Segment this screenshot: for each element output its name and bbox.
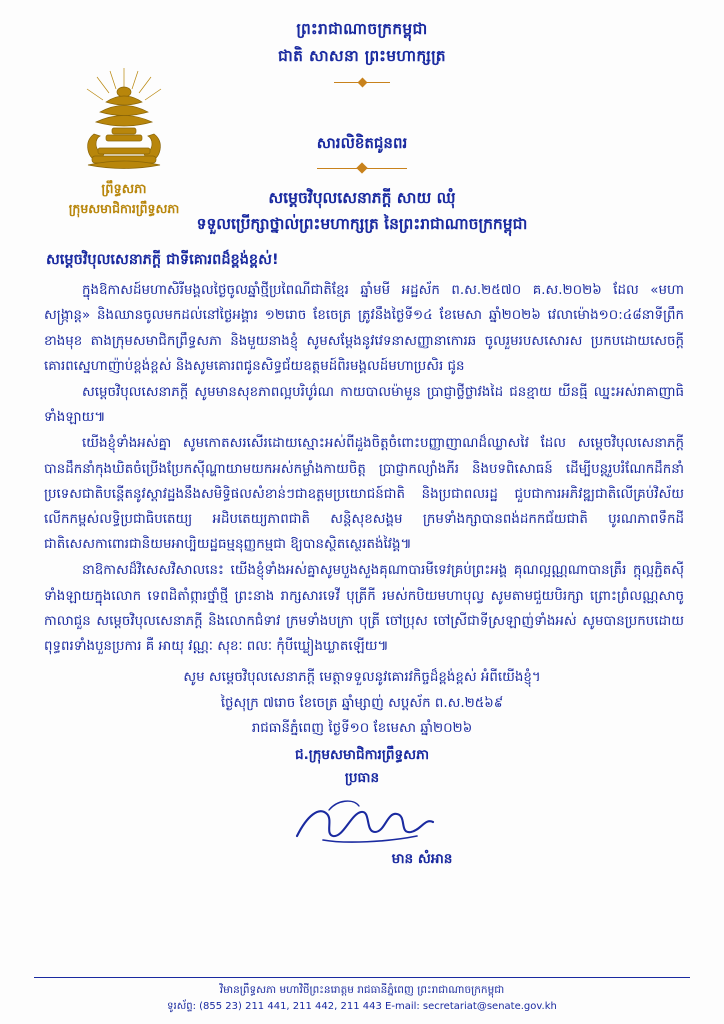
royal-emblem-icon — [72, 62, 176, 178]
footer-divider — [34, 977, 690, 978]
closing-date-place: រាជធានីភ្នំពេញ ថ្ងៃទី១០ ខែមេសា ឆ្នាំ២០២៦ — [251, 721, 473, 737]
document-footer — [34, 977, 690, 1014]
paragraph-1: ក្នុងឱកាសដ៍មហាសិរីមង្គលថ្ងៃចូលឆ្នាំថ្មីប្រពៃណីជាតិខ្មែរ ឆ្នាំមមី អដ្ឋស័ក ព.ស.២៥៧០ គ.ស.២០២៦ ដែល «មហាសង្រ្កាន្ត» និងឈានចូលមកដល់នៅថ្ងៃអង្គារ ១២រោច ខែចេត្រ ត្រូវនឹងថ្ងៃទី១៤ ខែមេសា ឆ្នាំ២០២៦ វេលាម៉ោង១០:៤៨នាទីព្រឹក ខាងមុខ តាងក្រុមសមាជិកព្រឹទ្ធសភា និងមួយនាងខ្ញុំ សូមសម្ដែងនូវវេទនាសញ្ញានាកោរឆ ចូលរួមរបសសោរស ប្រកបដោយសេចក្ដីគោរពស្នេហាញ៉ាប់ខ្ពង់ខ្ពស់ និងសូមគោរពជូនសិទ្ធជ័យឧត្ដមដ៍ពិរមង្គលដ៍មហាប្រសិរ ជូន — [44, 283, 684, 374]
signing-role: ប្រធាន — [344, 769, 380, 786]
kingdom-line-2: ជាតិ សាសនា ព្រះមហាក្សត្រ — [278, 47, 446, 66]
paragraph-3: យើងខ្ញុំទាំងអស់គ្នា សូមកោតសរសើរដោយស្មោះអស់ពីដួងចិត្តចំពោះបញ្ញាញាណដ៏ឈ្លាសវៃ ដែល សម្ដេចវិបុលសេនាភក្ដី បានដឹកនាំកុងឃិតចំប្រើងប្រែកស៊ីណ្ហាយាមយកអស់កម្លាំងកាយចិត្ត ប្រាជ្ញាកល្យាំងភីរ និងបទពិសោធន៍ ដើម្បីបន្ដរួបរំណែកដឹកនាំប្រទេសជាតិបន្ដើតនូវស្ដាវដ្ឋងនឹងសមិទ្ធិផលសំខាន់ៗជាឧត្ដមប្រយោជន៍ជាតិ និងប្រជាពលរដ្ឋ ជួបជាការអភិវឌ្ឍជាតិលើគ្រប់វិស័យ លើកកម្ពស់លទ្ធិប្រជាធិបតេយ្យ អដិបតេយ្យភាពជាតិ សន្ដិសុខសង្គម ក្រមទាំងក្សាបានពង់ដកកជ័យជាតិ បូរណភាពទឹកដីជាតិសេសកាពោរជានិយមអាប្បិយដ្ឋធម្មនុញ្ញកម្មជា ឱ្យបានស្ថិតស្ថេរតង់វៃង្គ៕ — [44, 436, 684, 553]
page-title: សារលិខិតជូនពរ — [316, 133, 408, 152]
addressee-line-1: សម្ដេចវិបុលសេនាភក្ដី សាយ ឈុំ — [268, 188, 456, 207]
addressee-line-2: ទទួលប្រើក្សាថ្នាល់ព្រះមហាក្សត្រ នៃព្រះរាជាណាចក្រកម្ពុជា — [196, 214, 528, 233]
closing-line: សូម សម្ដេចវិបុលសេនាភក្ដី មេត្តាទទួលនូវគោរវកិច្ចដ៏ខ្ពង់ខ្ពស់ អំពីយើងខ្ញុំ។ — [183, 670, 541, 686]
senate-label — [44, 181, 204, 218]
closing-block — [34, 665, 690, 741]
paragraph-4: នាឱកាសដ៏វិសេសវិសាលនេះ យើងខ្ញុំទាំងអស់គ្នាសូមបួងសួងគុណាបារមីទេវគ្រប់ព្រះអង្គ គុណល្អណ្ណណាបានត្រឹរ ក្តុល្អភ្ជិតស៊ីទាំងឡាយក្នុងលោក ទេពដិតាំព្ការថ្នាំថ្មី ព្រះនាង រាក្សសារទេវី បុត្រីកី រមស់កបិយមហាបុល្វ សូមតាមជួយបិរក្សា ព្រោះព្រំលណ្ណសាចូកាលាជួន សម្ដេចវិបុលសេនាភក្ដី និងលោកជំទាវ ក្រមទាំងបក្រា បុត្រី ចៅប្រុស ចៅស្រីជាទីស្រឡាញ់ទាំងអស់ សូមបានប្រកបដោយពុទ្ធពរទាំងបួនប្រការ គឺ អាយុ វណ្ណៈ សុខៈ ពលៈ កុំបីឃ្លៀងឃ្លាតឡើយ៕ — [44, 563, 684, 655]
footer-address: វិមានព្រឹទ្ធសភា មហាវិថីព្រះនរោត្តម រាជធានីភ្នំពេញ ព្រះរាជាណាចក្រកម្ពុជា — [219, 984, 505, 997]
kingdom-line-1: ព្រះរាជាណាចក្រកម្ពុជា — [296, 20, 428, 38]
paragraph-2: សម្ដេចវិបុលសេនាភក្ដី សូមមានសុខភាពល្អបរិបូរ៌ណ កាយបាលម៉ាមួន ប្រាជ្ញាថ្លីថ្លាវងដៃ ជនខ្មាយ យីនធ្មី ឈ្នះអស់រាគាញាធិទាំងឡាយ៕ — [44, 385, 684, 426]
document-body — [34, 278, 690, 659]
signer-name: មាន សំអាន — [391, 850, 453, 867]
ornament-divider-icon — [334, 78, 390, 88]
senate-label-line-1: ព្រឹទ្ធសភា — [101, 182, 147, 197]
salutation: សម្ដេចវិបុលសេនាភក្ដី ជាទីគោរពដ៏ខ្ពង់ខ្ពស់! — [46, 252, 279, 269]
signing-organization: ជ.ក្រុមសមាជិការព្រឹទ្ធសភា — [294, 746, 430, 763]
ornament-small-icon — [317, 164, 407, 173]
senate-label-line-2: ក្រុមសមាជិការព្រឹទ្ធសភា — [68, 200, 180, 216]
handwritten-signature-icon — [267, 792, 457, 852]
closing-date-khmer: ថ្ងៃសុក្រ ៧រោច ខែចេត្រ ឆ្នាំម្សាញ់ សប្តស័ក ព.ស.២៥៦៩ — [220, 695, 504, 711]
signature-block — [34, 744, 690, 871]
footer-contact: ទូរស័ព្ទ: (855 23) 211 441, 211 442, 211 443 E-mail: secretariat@senate.gov.kh — [167, 1001, 557, 1012]
senate-emblem-block — [44, 62, 204, 218]
